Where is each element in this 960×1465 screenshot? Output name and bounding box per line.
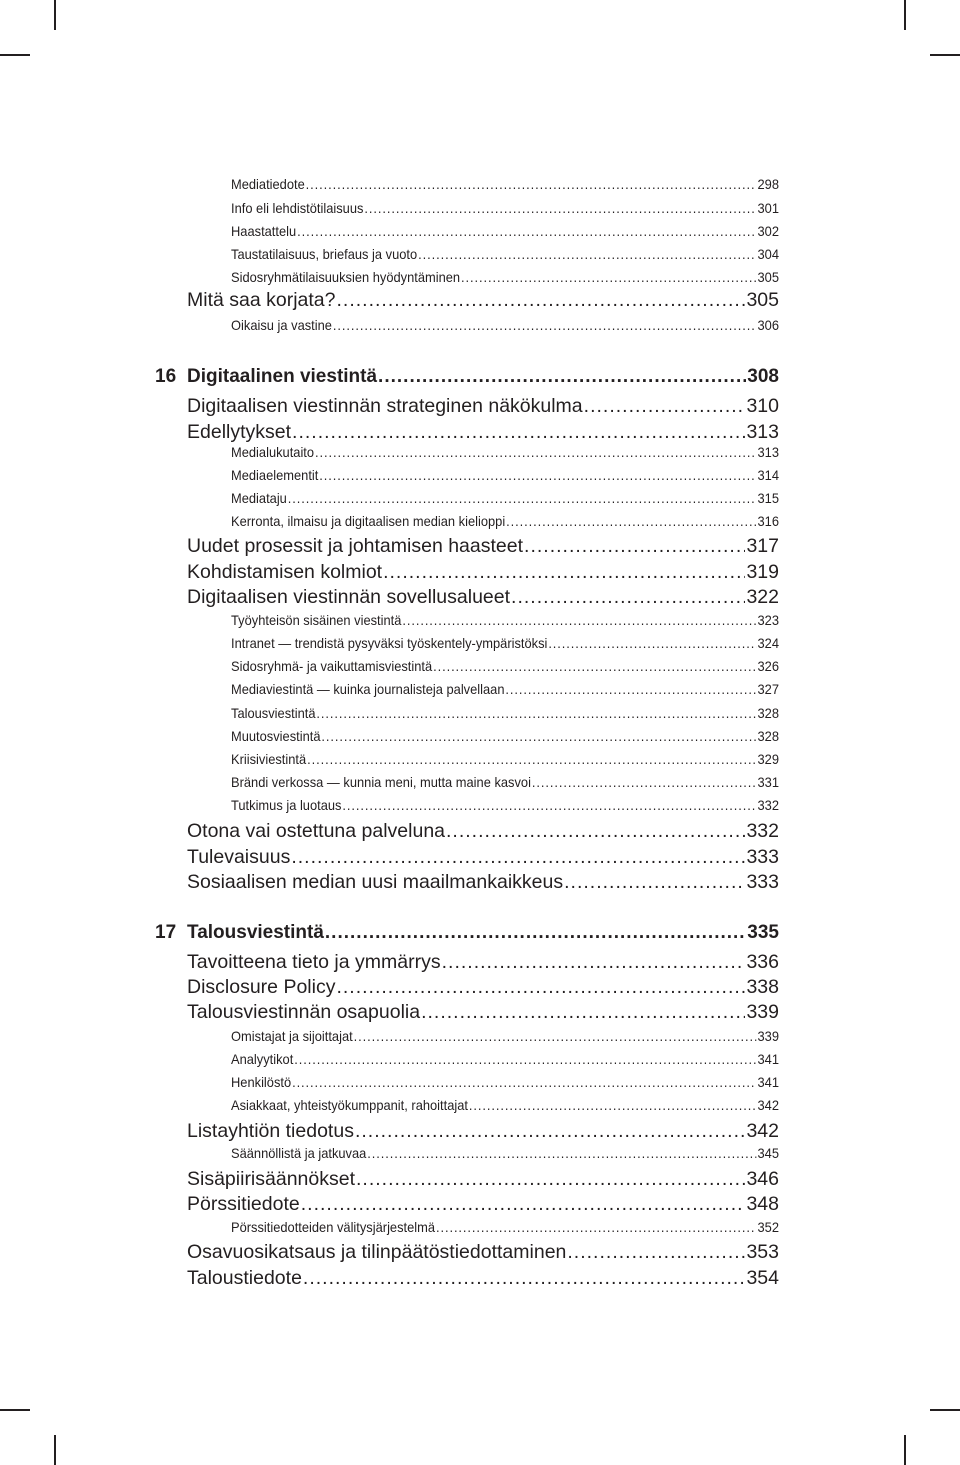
toc-entry: Tutkimus ja luotaus ..... 332 — [231, 798, 779, 812]
chapter-number: 17 — [155, 922, 177, 943]
toc-entry: Intranet — trendistä pysyväksi työskentely-ympäristöksi ..... 324 — [231, 636, 779, 650]
toc-entry: Asiakkaat, yhteistyökumppanit, rahoittajat ..... 342 — [231, 1098, 779, 1112]
toc-entry: Edellytykset ..... 313 — [187, 423, 779, 443]
toc-entry: Sidosryhmätilaisuuksien hyödyntäminen ..... 305 — [231, 270, 779, 284]
toc-entry: Kerronta, ilmaisu ja digitaalisen median kielioppi ..... 316 — [231, 514, 779, 528]
toc-entry: Analyytikot ..... 341 — [231, 1052, 779, 1066]
toc-entry: Mediataju ..... 315 — [231, 491, 779, 505]
toc-entry: Kriisiviestintä ..... 329 — [231, 752, 779, 766]
toc-entry: Pörssitiedote ..... 348 — [187, 1195, 779, 1215]
toc-entry: Talousviestinnän osapuolia ..... 339 — [187, 1003, 779, 1023]
toc-entry: Digitaalisen viestinnän sovellusalueet ..... 322 — [187, 588, 779, 608]
chapter-number: 16 — [155, 366, 177, 387]
toc-entry: Työyhteisön sisäinen viestintä ..... 323 — [231, 613, 779, 627]
toc-entry: Omistajat ja sijoittajat ..... 339 — [231, 1029, 779, 1043]
toc-entry: Säännöllistä ja jatkuvaa ..... 345 — [231, 1146, 779, 1160]
toc-entry: Pörssitiedotteiden välitysjärjestelmä ..... 352 — [231, 1220, 779, 1234]
toc-entry: Listayhtiön tiedotus ..... 342 — [187, 1122, 779, 1142]
toc-chapter: Digitaalinen viestintä ..... 308 — [187, 367, 779, 386]
toc-entry: Sosiaalisen median uusi maailmankaikkeus ..... 333 — [187, 873, 779, 893]
toc-entry: Digitaalisen viestinnän strateginen näkökulma ..... 310 — [187, 397, 779, 417]
toc-entry: Taustatilaisuus, briefaus ja vuoto ..... 304 — [231, 247, 779, 261]
toc-entry: Muutosviestintä ..... 328 — [231, 729, 779, 743]
toc-entry: Kohdistamisen kolmiot ..... 319 — [187, 563, 779, 583]
toc-entry: Osavuosikatsaus ja tilinpäätöstiedottaminen ..... 353 — [187, 1243, 779, 1263]
toc-chapter: Talousviestintä ..... 335 — [187, 923, 779, 942]
toc-entry: Sisäpiirisäännökset ..... 346 — [187, 1170, 779, 1190]
toc-entry: Mediatiedote ..... 298 — [231, 177, 779, 191]
toc-entry: Henkilöstö ..... 341 — [231, 1075, 779, 1089]
toc-entry: Talousviestintä ..... 328 — [231, 706, 779, 720]
toc-entry: Tulevaisuus ..... 333 — [187, 848, 779, 868]
toc-entry: Medialukutaito ..... 313 — [231, 445, 779, 459]
toc-entry: Info eli lehdistötilaisuus ..... 301 — [231, 201, 779, 215]
toc-entry: Oikaisu ja vastine ..... 306 — [231, 318, 779, 332]
toc-entry: Haastattelu ..... 302 — [231, 224, 779, 238]
toc-entry: Disclosure Policy ..... 338 — [187, 978, 779, 998]
toc-entry: Mediaviestintä — kuinka journalisteja palvellaan ..... 327 — [231, 682, 779, 696]
toc-entry: Tavoitteena tieto ja ymmärrys ..... 336 — [187, 953, 779, 973]
toc-entry: Otona vai ostettuna palveluna ..... 332 — [187, 822, 779, 842]
toc-entry: Mitä saa korjata? ..... 305 — [187, 291, 779, 311]
toc-entry: Uudet prosessit ja johtamisen haasteet ..... 317 — [187, 537, 779, 557]
toc-entry: Brändi verkossa — kunnia meni, mutta maine kasvoi ..... 331 — [231, 775, 779, 789]
toc-entry: Mediaelementit ..... 314 — [231, 468, 779, 482]
toc-entry: Taloustiedote ..... 354 — [187, 1269, 779, 1289]
toc-entry: Sidosryhmä- ja vaikuttamisviestintä ..... 326 — [231, 659, 779, 673]
